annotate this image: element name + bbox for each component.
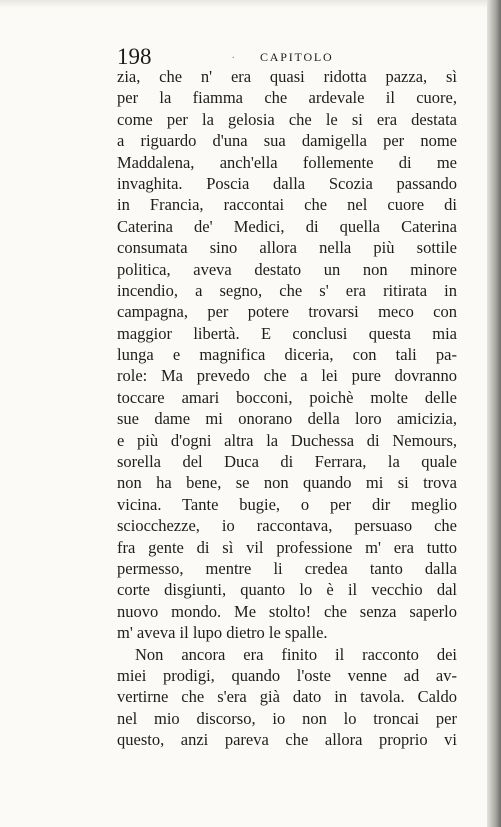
text-line: maggior libertà. E conclusi questa mia bbox=[117, 323, 457, 343]
text-line: in Francia, raccontai che nel cuore di bbox=[117, 195, 457, 215]
text-line: come per la gelosia che le si era destata bbox=[117, 109, 457, 129]
text-line: corte disgiunti, quanto lo è il vecchio dal bbox=[117, 580, 457, 600]
text-line: e più d'ogni altra la Duchessa di Nemours, bbox=[117, 430, 457, 450]
text-line: miei prodigi, quando l'oste venne ad av- bbox=[117, 665, 457, 685]
text-line: zia, che n' era quasi ridotta pazza, sì bbox=[117, 67, 457, 86]
text-line: sue dame mi onorano della loro amicizia, bbox=[117, 409, 457, 429]
text-line: lunga e magnifica diceria, con tali pa- bbox=[117, 345, 457, 365]
text-line: nuovo mondo. Me stolto! che senza saperlo bbox=[117, 601, 457, 621]
text-line: Maddalena, anch'ella follemente di me bbox=[117, 152, 457, 172]
text-line: sorella del Duca di Ferrara, la quale bbox=[117, 452, 457, 472]
body-text bbox=[117, 66, 457, 751]
text-line: vertirne che s'era già dato in tavola. Caldo bbox=[117, 687, 457, 707]
text-line: incendio, a segno, che s' era ritirata in bbox=[117, 280, 457, 300]
text-line: nel mio discorso, io non lo troncai per bbox=[117, 708, 457, 728]
text-line: Caterina de' Medici, di quella Caterina bbox=[117, 216, 457, 236]
text-line-paragraph-start: Non ancora era finito il racconto dei bbox=[135, 644, 457, 664]
book-gutter-shadow bbox=[487, 0, 501, 827]
text-line: campagna, per potere trovarsi meco con bbox=[117, 302, 457, 322]
text-line-paragraph-end: m' aveva il lupo dietro le spalle. bbox=[117, 623, 328, 643]
text-line: non ha bene, se non quando mi si trova bbox=[117, 473, 457, 493]
text-line: consumata sino allora nella più sottile bbox=[117, 238, 457, 258]
text-line: invaghita. Poscia dalla Scozia passando bbox=[117, 173, 457, 193]
text-line: toccare amari bocconi, poichè molte delle bbox=[117, 387, 457, 407]
text-line: politica, aveva destato un non minore bbox=[117, 259, 457, 279]
running-head: CAPITOLO bbox=[260, 50, 334, 64]
page-top-edge bbox=[0, 0, 501, 8]
text-line: role: Ma prevedo che a lei pure dovranno bbox=[117, 366, 457, 386]
text-line: vicina. Tante bugie, o per dir meglio bbox=[117, 494, 457, 514]
text-line: sciocchezze, io raccontava, persuaso che bbox=[117, 516, 457, 536]
text-line: questo, anzi pareva che allora proprio vi bbox=[117, 730, 457, 750]
text-line: permesso, mentre li credea tanto dalla bbox=[117, 558, 457, 578]
text-line: a riguardo d'una sua damigella per nome bbox=[117, 131, 457, 151]
header-mark: . bbox=[232, 50, 235, 61]
text-line: per la fiamma che ardevale il cuore, bbox=[117, 88, 457, 108]
page-number: 198 bbox=[117, 44, 152, 69]
text-line: fra gente di sì vil professione m' era tutto bbox=[117, 537, 457, 557]
